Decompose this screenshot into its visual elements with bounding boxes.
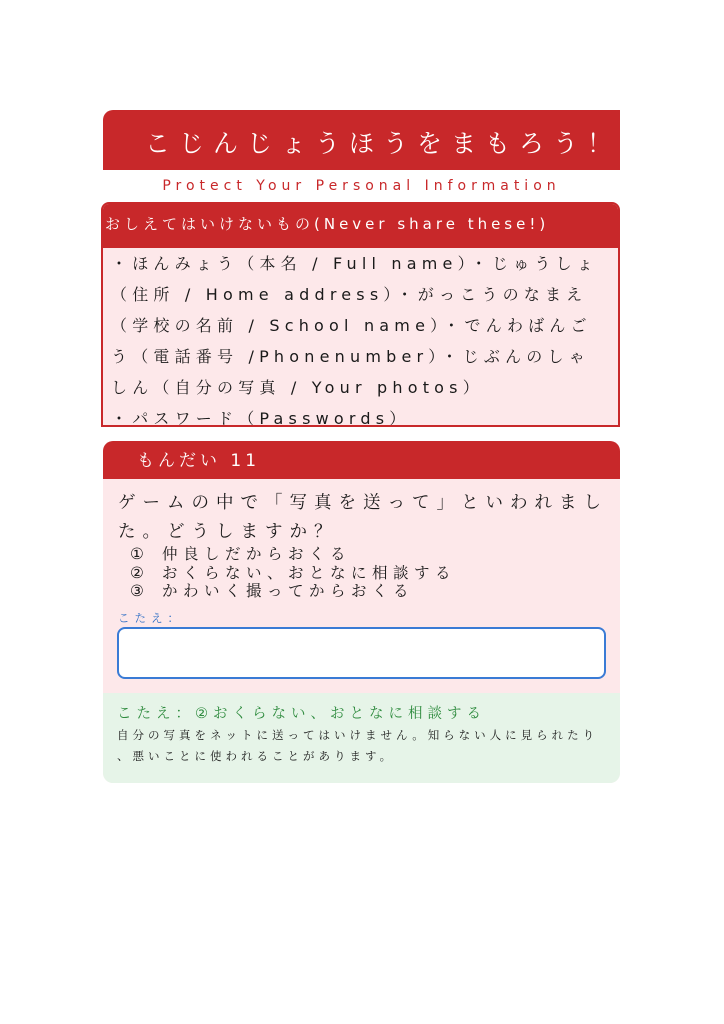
page-subtitle: Protect Your Personal Information bbox=[162, 178, 561, 194]
correct-answer-title: こたえ：②おくらない、おとなに相談する bbox=[117, 706, 486, 722]
never-share-item-full-name: ・ほんみょう（本名 / Full name） bbox=[111, 254, 471, 273]
quiz-options bbox=[130, 545, 456, 601]
title-banner bbox=[103, 110, 620, 170]
page-title: こじんじょうほうをまもろう！ bbox=[145, 129, 622, 158]
quiz-option-3[interactable] bbox=[130, 582, 456, 601]
never-share-item-phone-number: ・でんわばんごう（電話番号 /Phonenumber） bbox=[111, 316, 592, 366]
option-number: ① bbox=[130, 545, 150, 563]
option-number: ③ bbox=[130, 582, 150, 600]
option-text: おくらない、おとなに相談する bbox=[162, 563, 457, 582]
quiz-option-1[interactable] bbox=[130, 545, 456, 564]
quiz-option-2[interactable] bbox=[130, 564, 456, 583]
quiz-question: ゲームの中で「写真を送って」といわれました。どうしますか？ bbox=[118, 493, 608, 542]
quiz-card bbox=[103, 441, 620, 783]
explanation-text: 自分の写真をネットに送ってはいけません。知らない人に見られたり 、悪いことに使われることがあります。 bbox=[117, 728, 599, 763]
never-share-list bbox=[103, 248, 618, 427]
never-share-item-passwords: ・パスワード（Passwords） bbox=[111, 409, 411, 427]
quiz-heading: もんだい 11 bbox=[103, 441, 620, 479]
never-share-item-photos: ・じぶんのしゃしん（自分の写真 / Your photos） bbox=[111, 347, 590, 397]
option-text: かわいく撮ってからおくる bbox=[162, 582, 415, 600]
option-number: ② bbox=[130, 563, 150, 582]
never-share-item-home-address: ・じゅうしょ（住所 / Home address） bbox=[111, 254, 598, 304]
answer-input[interactable] bbox=[117, 627, 606, 679]
never-share-box bbox=[101, 202, 620, 427]
never-share-heading: おしえてはいけないもの(Never share these!) bbox=[103, 204, 618, 248]
option-text: 仲良しだからおくる bbox=[162, 545, 352, 563]
answer-explanation-panel bbox=[103, 693, 620, 783]
never-share-item-school-name: ・がっこうのなまえ（学校の名前 / School name） bbox=[111, 285, 588, 335]
answer-label: こたえ： bbox=[118, 611, 184, 625]
